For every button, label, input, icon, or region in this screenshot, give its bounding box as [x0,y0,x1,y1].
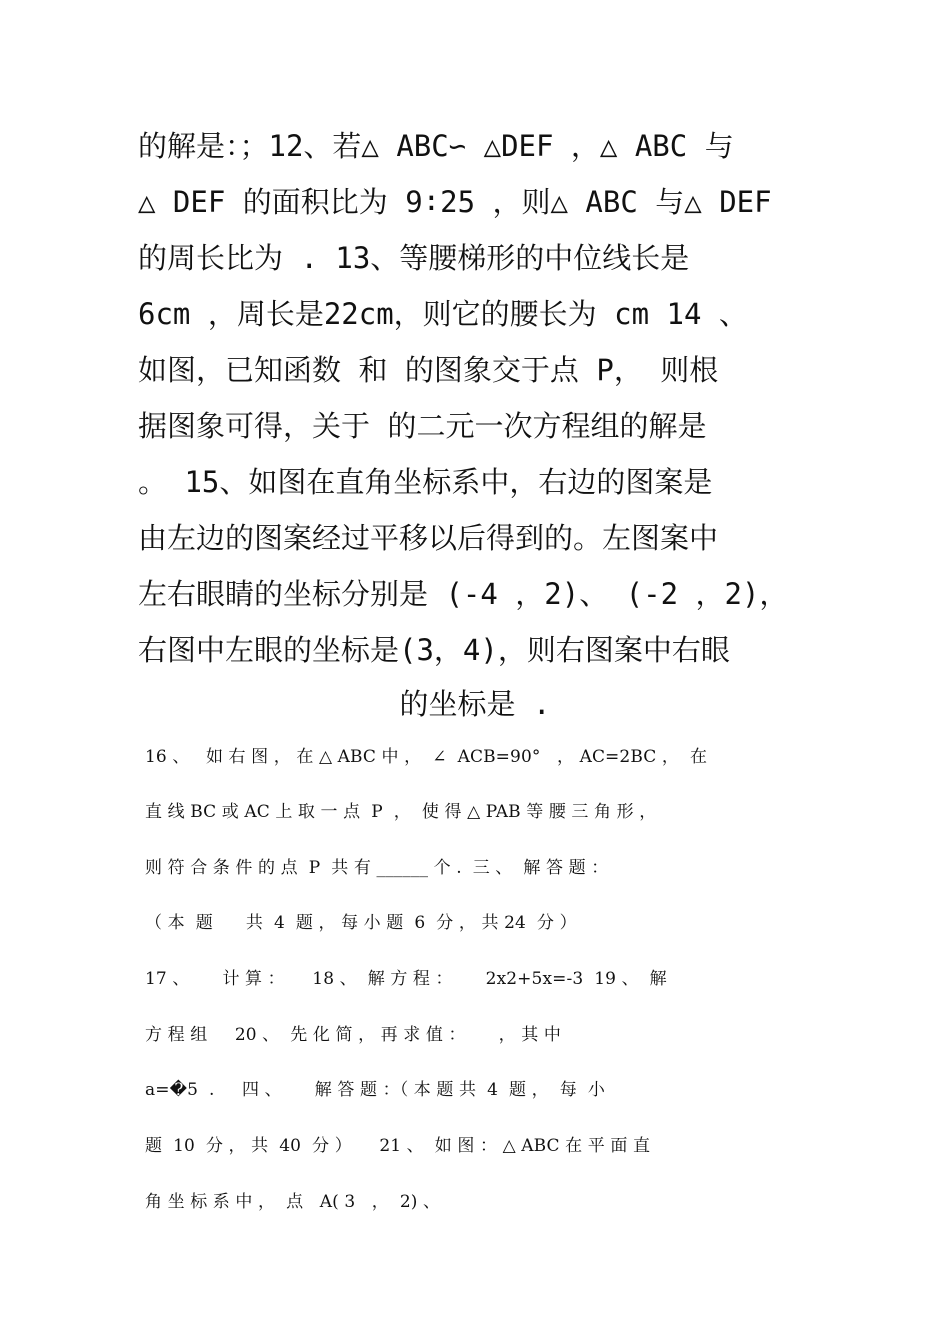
text-line-4: 6cm ，周长是22cm，则它的腰长为 cm 14 、 [138,297,748,331]
small-line-6: 方 程 组 20 、 先 化 简 ， 再 求 值 ： ， 其 中 [145,1025,561,1045]
small-line-3: 则 符 合 条 件 的 点 P 共 有 ______ 个 . 三 、 解 答 题 ： [145,858,609,878]
text-line-8: 由左边的图案经过平移以后得到的。左图案中 [138,521,719,555]
small-line-7: a=�5 . 四 、 解 答 题 ：（ 本 题 共 4 题 ， 每 小 [145,1080,605,1100]
text-line-2: △ DEF 的面积比为 9∶25 ，则△ ABC 与△ DEF [138,185,772,219]
small-line-2: 直 线 BC 或 AC 上 取 一 点 P ， 使 得 △ PAB 等 腰 三 角 形 ， [145,802,657,822]
text-line-6: 据图象可得，关于 的二元一次方程组的解是 [138,409,707,443]
text-line-9: 左右眼睛的坐标分别是 (-4 ，2)、 (-2 ，2)， [138,577,789,611]
text-line-1: 的解是：；12、若△ ABC∽ △DEF ，△ ABC 与 [138,129,734,163]
small-line-5: 17 、 计 算 ： 18 、 解 方 程 ： 2x2+5x=-3 19 、 解 [145,969,667,989]
small-line-4: （ 本 题 共 4 题 ， 每 小 题 6 分 ， 共 24 分 ） [145,913,577,933]
text-line-5: 如图，已知函数 和 的图象交于点 P， 则根 [138,353,719,387]
small-line-1: 16 、 如 右 图 ， 在 △ ABC 中 ， ∠ ACB=90° ， AC=2BC ， 在 [145,747,708,767]
text-line-3: 的周长比为 . 13、等腰梯形的中位线长是 [138,241,690,275]
text-line-10: 右图中左眼的坐标是(3，4)，则右图案中右眼 [138,633,730,667]
text-line-centered: 的坐标是 . [399,687,551,721]
small-line-9: 角 坐 标 系 中 ， 点 A( 3 ， 2) 、 [145,1192,441,1212]
text-line-7: 。 15、如图在直角坐标系中，右边的图案是 [138,465,713,499]
small-line-8: 题 10 分 ， 共 40 分 ） 21 、 如 图 ： △ ABC 在 平 面 直 [145,1136,651,1156]
